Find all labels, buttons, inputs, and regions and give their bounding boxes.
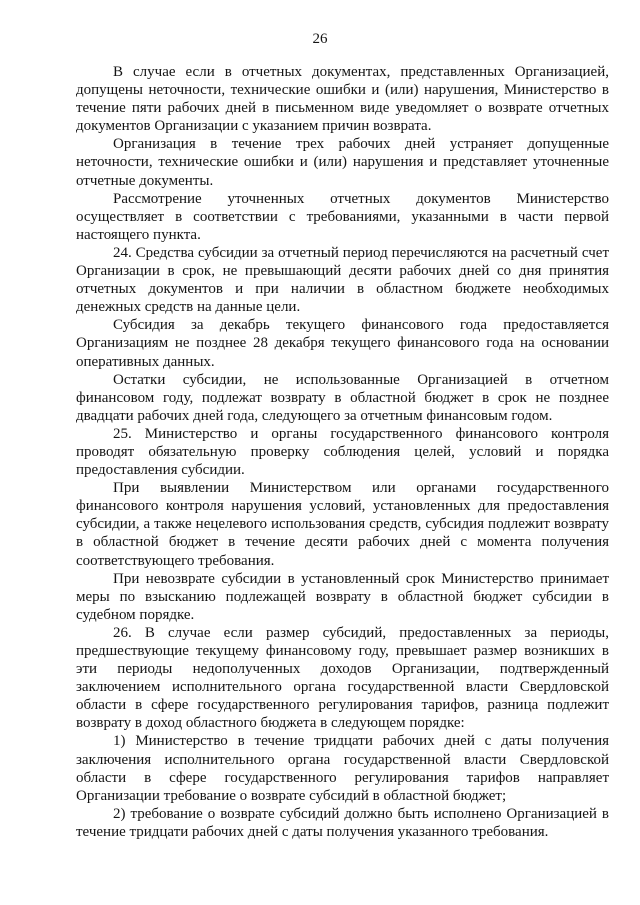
paragraph: При выявлении Министерством или органами государственного финансового контроля нарушения условий, установленных для предоставления субсидии, а также нецелевого использования средств, субсидия подлежит возврату в областной бюджет в течение десяти рабочих дней с момента получения соответствующего требования. [76,480,609,569]
paragraph: 1) Министерство в течение тридцати рабочих дней с даты получения заключения исполнительного органа государственной власти Свердловской области в сфере государственного регулирования тарифов направляет Организации требование о возврате субсидий в областной бюджет; [76,733,609,804]
document-body [76,63,609,841]
paragraph: При невозврате субсидии в установленный срок Министерство принимает меры по взысканию подлежащей возврату в областной бюджет субсидии в судебном порядке. [76,570,609,623]
paragraph: 26. В случае если размер субсидий, предоставленных за периоды, предшествующие текущему финансовому году, превышает размер возникших в эти периоды недополученных доходов Организации, подтвержденный заключением исполнительного органа государственной власти Свердловской области в сфере государственного регулирования тарифов, разница подлежит возврату в доход областного бюджета в следующем порядке: [76,624,609,732]
paragraph: Субсидия за декабрь текущего финансового года предоставляется Организациям не позднее 28 декабря текущего финансового года на основании оперативных данных. [76,317,609,370]
paragraph: В случае если в отчетных документах, представленных Организацией, допущены неточности, технические ошибки и (или) нарушения, Министерство в течение пяти рабочих дней в письменном виде уведомляет о возврате отчетных документов Организации с указанием причин возврата. [76,64,609,135]
paragraph: Организация в течение трех рабочих дней устраняет допущенные неточности, технические ошибки и (или) нарушения и представляет уточненные отчетные документы. [76,136,609,189]
page-number: 26 [312,31,328,47]
paragraph: 25. Министерство и органы государственного финансового контроля проводят обязательную проверку соблюдения целей, условий и порядка предоставления субсидии. [76,425,609,479]
paragraph: 24. Средства субсидии за отчетный период перечисляются на расчетный счет Организации в срок, не превышающий десяти рабочих дней со дня принятия отчетных документов и при наличии в областном бюджете необходимых денежных средств на данные цели. [76,244,609,316]
paragraph: Рассмотрение уточненных отчетных документов Министерство осуществляет в соответствии с требованиями, указанными в части первой настоящего пункта. [76,190,609,243]
paragraph: Остатки субсидии, не использованные Организацией в отчетном финансовом году, подлежат возврату в областной бюджет в срок не позднее двадцати рабочих дней года, следующего за отчетным финансовым годом. [76,371,609,424]
paragraph: 2) требование о возврате субсидий должно быть исполнено Организацией в течение тридцати рабочих дней с даты получения указанного требования. [76,805,609,840]
